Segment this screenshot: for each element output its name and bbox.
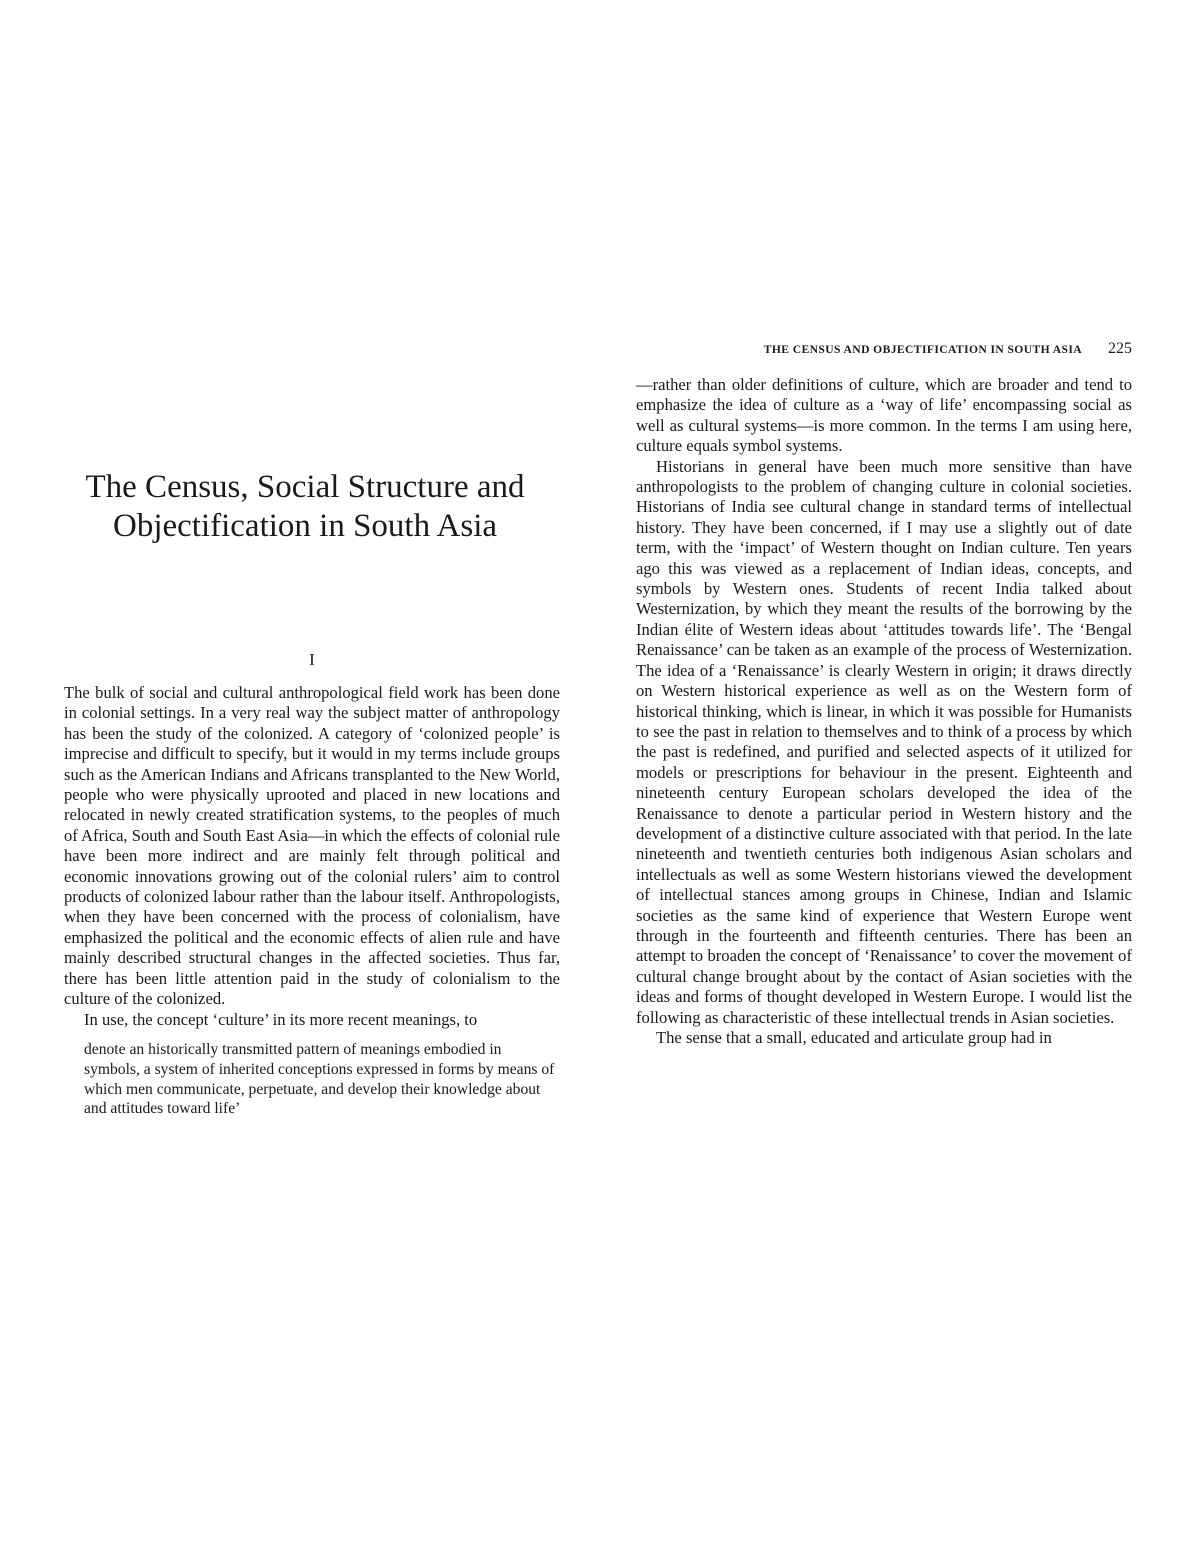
paragraph: The sense that a small, educated and articulate group had in bbox=[656, 1028, 1052, 1047]
right-body-text bbox=[636, 375, 1132, 1048]
running-head bbox=[692, 340, 1132, 358]
paragraph: Historians in general have been much more sensitive than have anthropologists to the problem of changing culture in colonial societies. Historians of India see cultural change in standard terms of intellectual history. They have been concerned, if I may use a slightly out of date term, with the ‘impact’ of Western thought on Indian culture. Ten years ago this was viewed as a replacement of Indian ideas, concepts, and symbols by Western ones. Students of recent India talked about Westernization, by which they meant the results of the borrowing by the Indian élite of Western ideas about ‘attitudes towards life’. The ‘Bengal Renaissance’ can be taken as an example of the process of Westernization. The idea of a ‘Renaissance’ is clearly Western in origin; it draws directly on Western historical experience as well as on the Western form of historical thinking, which is linear, in which it was possible for Humanists to see the past in relation to themselves and to think of a process by which the past is redefined, and purified and selected aspects of it utilized for models or prescriptions for behaviour in the present. Eighteenth and nineteenth century European scholars developed the idea of the Renaissance to denote a particular period in Western history and the development of a distinctive culture associated with that period. In the late nineteenth and twentieth centuries both indigenous Asian scholars and intellectuals as well as some Western historians viewed the development of intellectual stances among groups in Chinese, Indian and Islamic societies as the same kind of experience that Western Europe went through in the fourteenth and fifteenth centuries. There has been an attempt to broaden the concept of ‘Renaissance’ to cover the movement of cultural change brought about by the contact of Asian societies with the ideas and forms of thought developed in Western Europe. I would list the following as characteristic of these intellectual trends in Asian societies. bbox=[636, 456, 1132, 1027]
page-number: 225 bbox=[1108, 340, 1132, 357]
block-quote: denote an historically transmitted pattern of meanings embodied in symbols, a system of inherited conceptions expressed in forms by means of which men communicate, perpetuate, and develop their knowledge about and attitudes toward life’ bbox=[84, 1040, 555, 1118]
chapter-title: The Census, Social Structure and Objectification in South Asia bbox=[85, 469, 525, 544]
section-number: I bbox=[309, 650, 315, 669]
right-page bbox=[600, 0, 1200, 1547]
left-body-text bbox=[64, 683, 560, 1119]
paragraph: —rather than older definitions of culture, which are broader and tend to emphasize the idea of culture as a ‘way of life’ encompassing social as well as cultural systems—is more common. In the terms I am using here, culture equals symbol systems. bbox=[636, 375, 1132, 456]
paragraph: The bulk of social and cultural anthropological field work has been done in colonial settings. In a very real way the subject matter of anthropology has been the study of the colonized. A category of ‘colonized people’ is imprecise and difficult to specify, but it would in my terms include groups such as the American Indians and Africans transplanted to the New World, people who were physically uprooted and placed in new locations and relocated in newly created stratification systems, to the peoples of much of Africa, South and South East Asia—in which the effects of colonial rule have been more indirect and are mainly felt through political and economic innovations growing out of the colonial rulers’ aim to control products of colonized labour rather than the labour itself. Anthropologists, when they have been concerned with the process of colonialism, have emphasized the political and the economic effects of alien rule and have mainly described structural changes in the affected societies. Thus far, there has been little attention paid in the study of colonialism to the culture of the colonized. bbox=[64, 683, 561, 1009]
running-head-title: THE CENSUS AND OBJECTIFICATION IN SOUTH ASIA bbox=[763, 343, 1082, 356]
paragraph: In use, the concept ‘culture’ in its more recent meanings, to bbox=[84, 1009, 478, 1029]
